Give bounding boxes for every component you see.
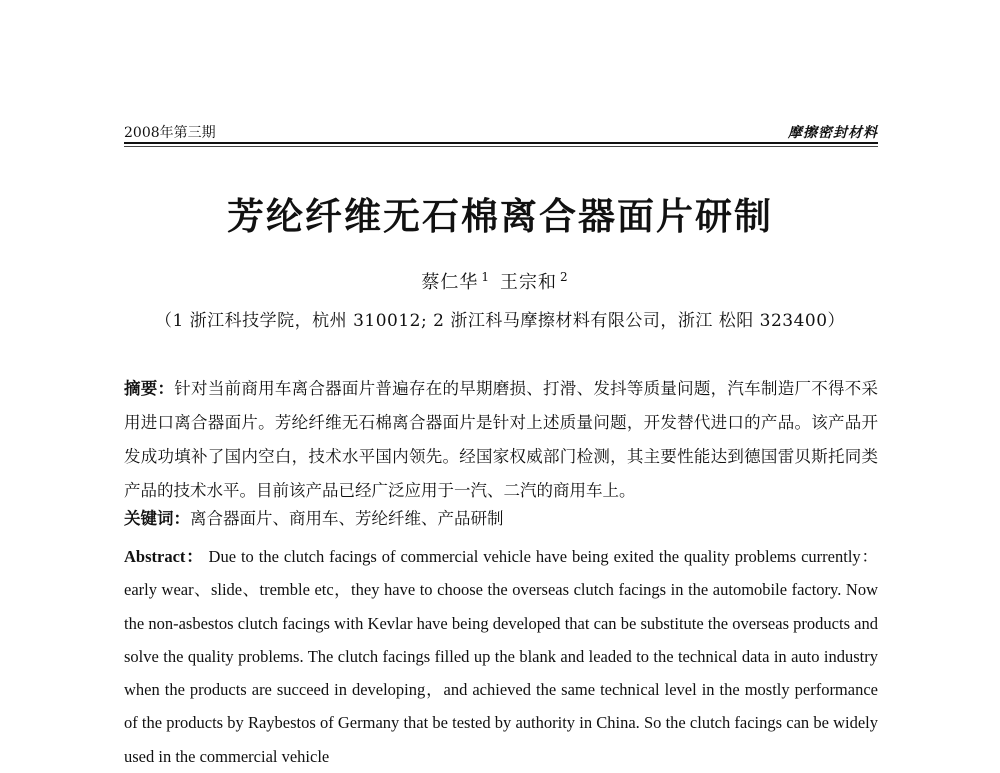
chinese-keywords	[124, 506, 878, 532]
author-affiliation-mark: 1	[481, 270, 490, 284]
english-abstract	[124, 540, 878, 773]
chinese-abstract	[124, 372, 878, 508]
keywords-zh-text: 离合器面片、商用车、芳纶纤维、产品研制	[190, 509, 504, 528]
header-rule-thick	[124, 142, 878, 144]
running-header	[124, 118, 878, 144]
issue-label: 2008年第三期	[124, 125, 216, 141]
abstract-zh-text: 针对当前商用车离合器面片普遍存在的早期磨损、打滑、发抖等质量问题，汽车制造厂不得不采用进口离合器面片。芳纶纤维无石棉离合器面片是针对上述质量问题，开发替代进口的产品。该产品开发成功填补了国内空白，技术水平国内领先。经国家权威部门检测，其主要性能达到德国雷贝斯托同类产品的技术水平。目前该产品已经广泛应用于一汽、二汽的商用车上。	[124, 379, 879, 500]
abstract-en-label: Abstract：	[124, 547, 204, 566]
journal-name: 摩擦密封材料	[788, 125, 878, 141]
paper-title: 芳纶纤维无石棉离合器面片研制	[227, 195, 773, 238]
author-name: 王宗和	[500, 272, 557, 293]
abstract-en-text: Due to the clutch facings of commercial vehicle have being exited the quality problems currently：early wear、slide、tremble etc，they have to choose the overseas clutch facings in the automobile factory. Now the non-asbestos clutch facings with Kevlar have being developed that can be substitute the overseas products and solve the quality problems. The clutch facings filled up the blank and leaded to the technical data in auto industry when the products are succeed in developing，and achieved the same technical level in the mostly performance of the products by Raybestos of Germany that be tested by authority in China. So the clutch facings can be widely used in the commercial vehicle	[124, 547, 878, 766]
author-line	[0, 268, 1000, 294]
abstract-zh-label: 摘要：	[124, 379, 175, 398]
keywords-zh-label: 关键词：	[124, 509, 190, 528]
author-affiliation-mark: 2	[560, 270, 569, 284]
author-name: 蔡仁华	[421, 272, 479, 293]
header-rule-thin	[124, 146, 878, 147]
affiliations: （1 浙江科技学院，杭州 310012; 2 浙江科马摩擦材料有限公司，浙江 松阳 323400）	[154, 311, 846, 331]
